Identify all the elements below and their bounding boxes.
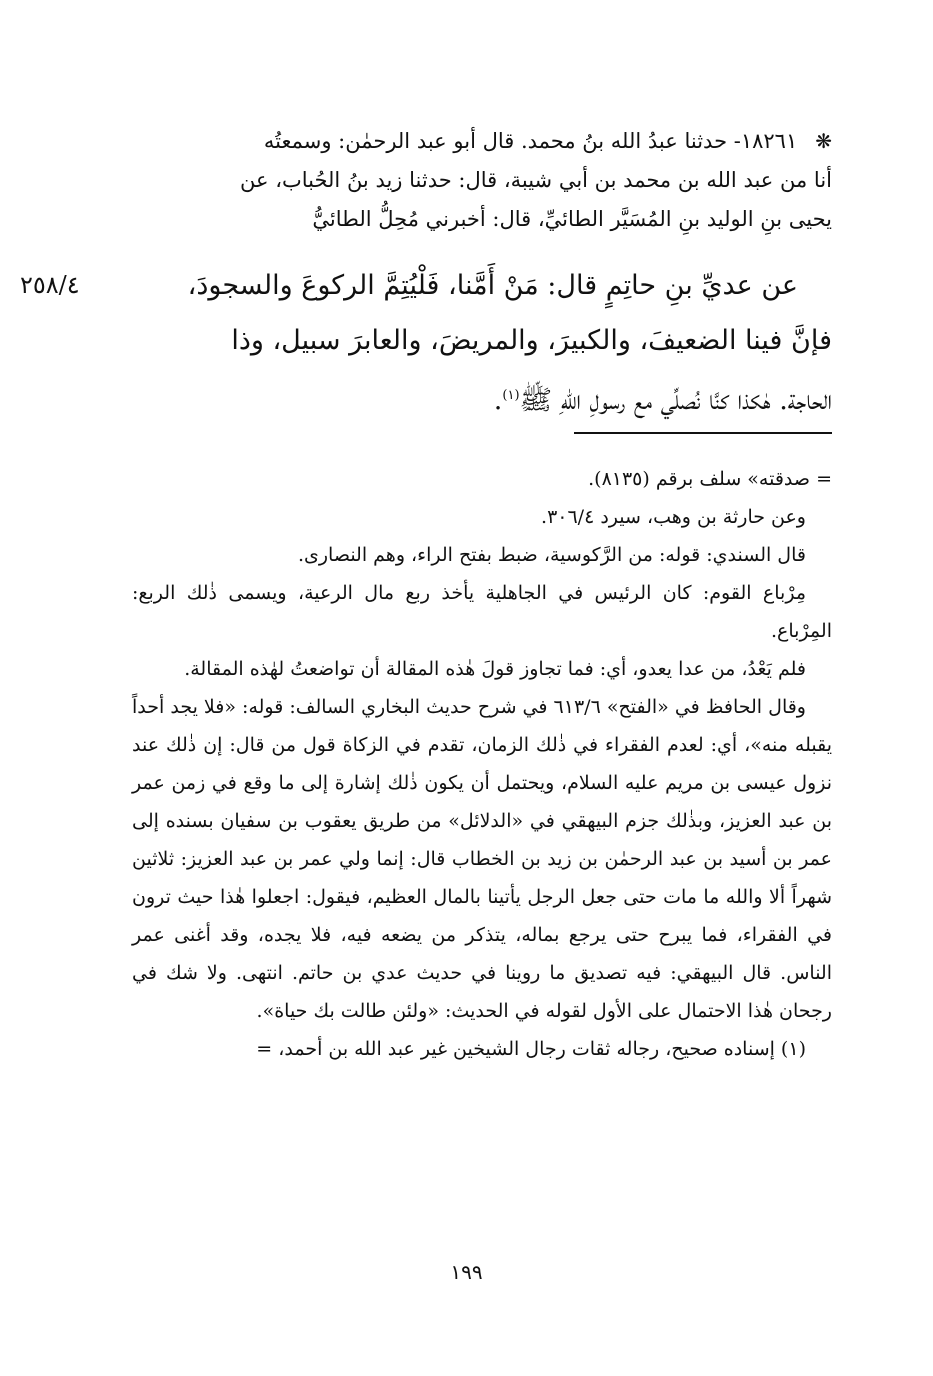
isnad-line: يحيى بنِ الوليد بنِ المُسَيَّر الطائيِّ، قال: أخبرني مُحِلُّ الطائيُّ	[312, 207, 832, 231]
footnote-1: (١) إسناده صحيح، رجاله ثقات رجال الشيخين غير عبد الله بن أحمد، =	[256, 1038, 806, 1060]
hadith-matn	[132, 258, 832, 428]
matn-line-text: الحاجة. هٰكذا كنَّا نُصلِّي مع رسولِ اللهِ ﷺ	[519, 385, 832, 416]
note-paragraph: فلم يَعْدُ، من عدا يعدو، أي: فما تجاوز قولَ هٰذه المقالة أن تواضعتُ لهٰذه المقالة.	[184, 658, 806, 680]
note-paragraph: مِرْباع القوم: كان الرئيس في الجاهلية يأخذ ربع مال الرعية، ويسمى ذٰلك الربع: المِرْباع.	[132, 582, 832, 642]
matn-line: عن عديِّ بنِ حاتِمٍ قال: مَنْ أَمَّنا، فَلْيُتِمَّ الركوعَ والسجودَ،	[187, 270, 798, 301]
isnad-line-text: ١٨٢٦١- حدثنا عبدُ الله بنُ محمد. قال أبو عبد الرحمٰن: وسمعتُه	[263, 129, 798, 153]
note-paragraph: وقال الحافظ في «الفتح» ٦١٣/٦ في شرح حديث البخاري السالف: قوله: «فلا يجد أحداً يقبله منه»، أي: لعدم الفقراء في ذٰلك الزمان، تقدم في الزكاة قول من قال: إن ذٰلك عند نزول عيسى بن مريم عليه السلام، ويحتمل أن يكون ذٰلك إشارة إلى ما وقع في زمن عمر بن عبد العزيز، وبذٰلك جزم البيهقي في «الدلائل» من طريق يعقوب بن سفيان بسنده إلى عمر بن أسيد بن عبد الرحمٰن بن زيد بن الخطاب قال: إنما ولي عمر بن عبد العزيز: ثلاثين شهراً ألا والله ما مات حتى جعل الرجل يأتينا بالمال العظيم، فيقول: اجعلوا هٰذا حيث ترون في الفقراء، فما يبرح حتى يرجع بماله، يتذكر من يضعه فيه، فلا يجده، وقد أغنى عمر الناس. قال البيهقي: فيه تصديق ما روينا في حديث عدي بن حاتم. انتهى. ولا شك في رجحان هٰذا الاحتمال على الأول لقوله في الحديث: «ولئن طالت بك حياة».	[132, 696, 832, 1022]
matn-end-punctuation: .	[493, 385, 503, 416]
footnotes	[132, 460, 832, 1068]
asterism-icon: ❋	[815, 129, 832, 153]
margin-volume-page-reference: ٢٥٨/٤	[20, 271, 80, 299]
hadith-isnad	[132, 122, 832, 239]
note-paragraph: وعن حارثة بن وهب، سيرد ٣٠٦/٤.	[541, 506, 806, 528]
note-paragraph: = صدقته» سلف برقم (٨١٣٥).	[588, 468, 832, 490]
note-paragraph: قال السندي: قوله: من الرَّكوسية، ضبط بفتح الراء، وهم النصارى.	[297, 544, 806, 566]
isnad-line: أنا من عبد الله بن محمد بن أبي شيبة، قال: حدثنا زيد بنُ الحُباب، عن	[240, 168, 832, 192]
page-number: ١٩٩	[450, 1260, 483, 1284]
matn-line-final	[132, 368, 832, 428]
footnote-marker: (١)	[502, 388, 520, 403]
matn-line: فإنَّ فينا الضعيفَ، والكبيرَ، والمريضَ، والعابرَ سبيل، وذا	[231, 325, 832, 356]
isnad-line	[132, 122, 832, 161]
footnote-separator	[574, 432, 832, 434]
